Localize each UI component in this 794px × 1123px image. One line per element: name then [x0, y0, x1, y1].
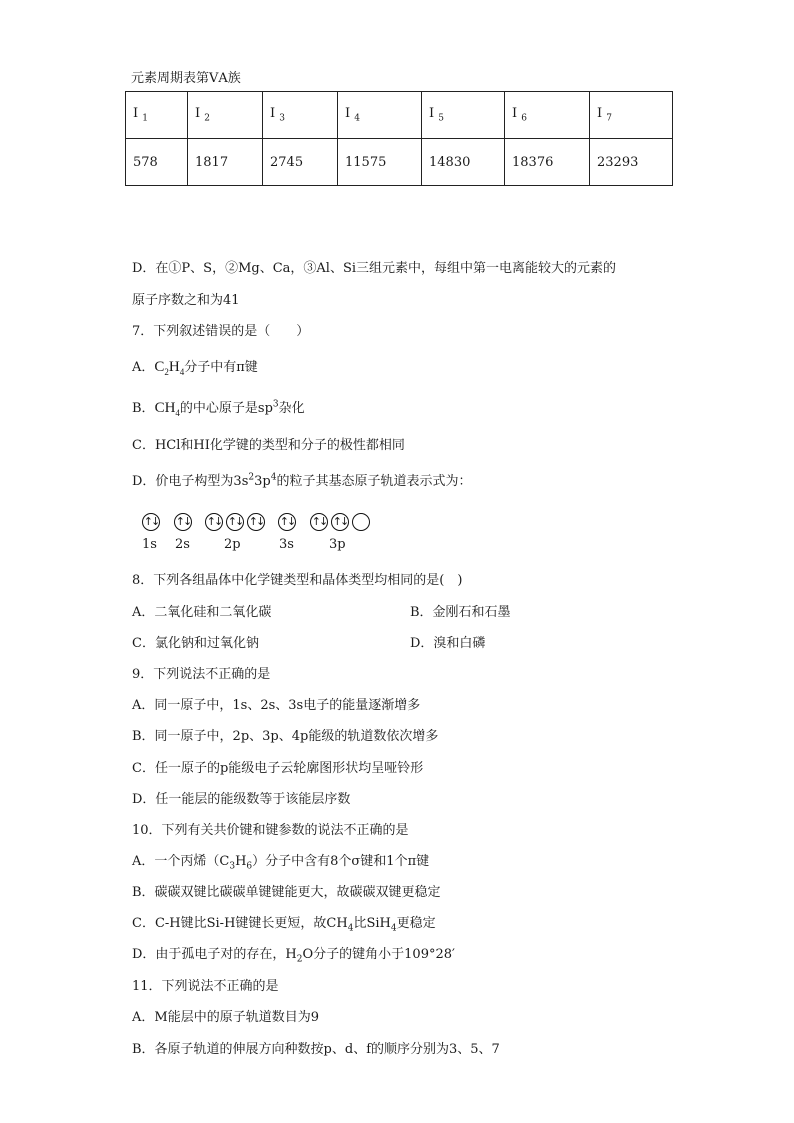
orbital-label: 1s — [142, 537, 157, 552]
value-cell: 2745 — [263, 139, 338, 186]
value-cell: 11575 — [338, 139, 422, 186]
q6-option-d-line2: 原子序数之和为41 — [132, 293, 240, 308]
q8-option-d: D．溴和白磷 — [410, 636, 486, 651]
q9-option-b: B．同一原子中，2p、3p、4p能级的轨道数依次增多 — [132, 729, 439, 744]
q10-option-d: D．由于孤电子对的存在，$H_2O$分子的键角小于109°28′ — [132, 947, 455, 965]
q7-stem: 7．下列叙述错误的是（ ） — [132, 324, 310, 339]
q9-option-d: D．任一能层的能级数等于该能层序数 — [132, 792, 351, 807]
q11-stem: 11．下列说法不正确的是 — [132, 979, 279, 994]
header-cell: I $_3$ — [263, 92, 338, 139]
table-header-row — [126, 92, 673, 139]
orbital-box — [352, 513, 370, 531]
ionization-energy-table — [125, 91, 673, 186]
table-row — [126, 139, 673, 186]
q6-option-d-line1: D．在①P、S，②Mg、Ca，③Al、Si三组元素中，每组中第一电离能较大的元素的 — [132, 261, 617, 276]
value-cell: 23293 — [590, 139, 673, 186]
orbital-box: ↑↓ — [142, 513, 160, 531]
orbital-box: ↑↓ — [247, 513, 265, 531]
q10-stem: 10．下列有关共价键和键参数的说法不正确的是 — [132, 823, 409, 838]
orbital-box: ↑↓ — [174, 513, 192, 531]
q7-option-c: C．HCl和HI化学键的类型和分子的极性都相同 — [132, 438, 405, 453]
orbital-label: 2s — [175, 537, 190, 552]
q8-option-a: A．二氧化硅和二氧化碳 — [132, 605, 272, 620]
q10-option-c: C．C-H键比Si-H键键长更短，故$CH_4$比SiH$_4$更稳定 — [132, 916, 436, 934]
orbital-box: ↑↓ — [278, 513, 296, 531]
q11-option-b: B．各原子轨道的伸展方向种数按p、d、f的顺序分别为3、5、7 — [132, 1042, 500, 1057]
orbital-box: ↑↓ — [331, 513, 349, 531]
q7-option-a: A．$C_2H_4$分子中有π键 — [132, 359, 258, 377]
header-cell: I $_4$ — [338, 92, 422, 139]
orbital-diagram — [140, 513, 380, 553]
q10-option-a: A．一个丙烯$(C_3H_6)$分子中含有8个σ键和1个π键 — [132, 854, 430, 872]
header-cell: I $_1$ — [126, 92, 188, 139]
header-cell: I $_2$ — [188, 92, 263, 139]
orbital-box: ↑↓ — [226, 513, 244, 531]
orbital-label: 3s — [279, 537, 294, 552]
q8-option-c: C．氯化钠和过氧化钠 — [132, 636, 259, 651]
q11-option-a: A．M能层中的原子轨道数目为9 — [132, 1010, 319, 1025]
orbital-label: 2p — [224, 537, 241, 552]
value-cell: 1817 — [188, 139, 263, 186]
value-cell: 578 — [126, 139, 188, 186]
header-cell: I $_6$ — [505, 92, 590, 139]
orbital-label: 3p — [329, 537, 346, 552]
orbital-box: ↑↓ — [310, 513, 328, 531]
q7-option-d: D．价电子构型为$3s^23p^4$的粒子其基态原子轨道表示式为： — [132, 472, 472, 489]
value-cell: 14830 — [422, 139, 505, 186]
value-cell: 18376 — [505, 139, 590, 186]
q7-option-b: B．$CH_4$的中心原子是$sp^3$杂化 — [132, 399, 305, 418]
q8-option-b: B．金刚石和石墨 — [410, 605, 511, 620]
header-cell: I $_5$ — [422, 92, 505, 139]
orbital-box: ↑↓ — [205, 513, 223, 531]
q8-stem: 8．下列各组晶体中化学键类型和晶体类型均相同的是( ) — [132, 573, 463, 588]
q9-option-a: A．同一原子中，1s、2s、3s电子的能量逐渐增多 — [132, 698, 421, 713]
q9-option-c: C．任一原子的p能级电子云轮廓图形状均呈哑铃形 — [132, 761, 424, 776]
q9-stem: 9．下列说法不正确的是 — [132, 667, 271, 682]
q10-option-b: B．碳碳双键比碳碳单键键能更大，故碳碳双键更稳定 — [132, 885, 441, 900]
table-caption: 元素周期表第ⅤA族 — [131, 71, 241, 86]
header-cell: I $_7$ — [590, 92, 673, 139]
